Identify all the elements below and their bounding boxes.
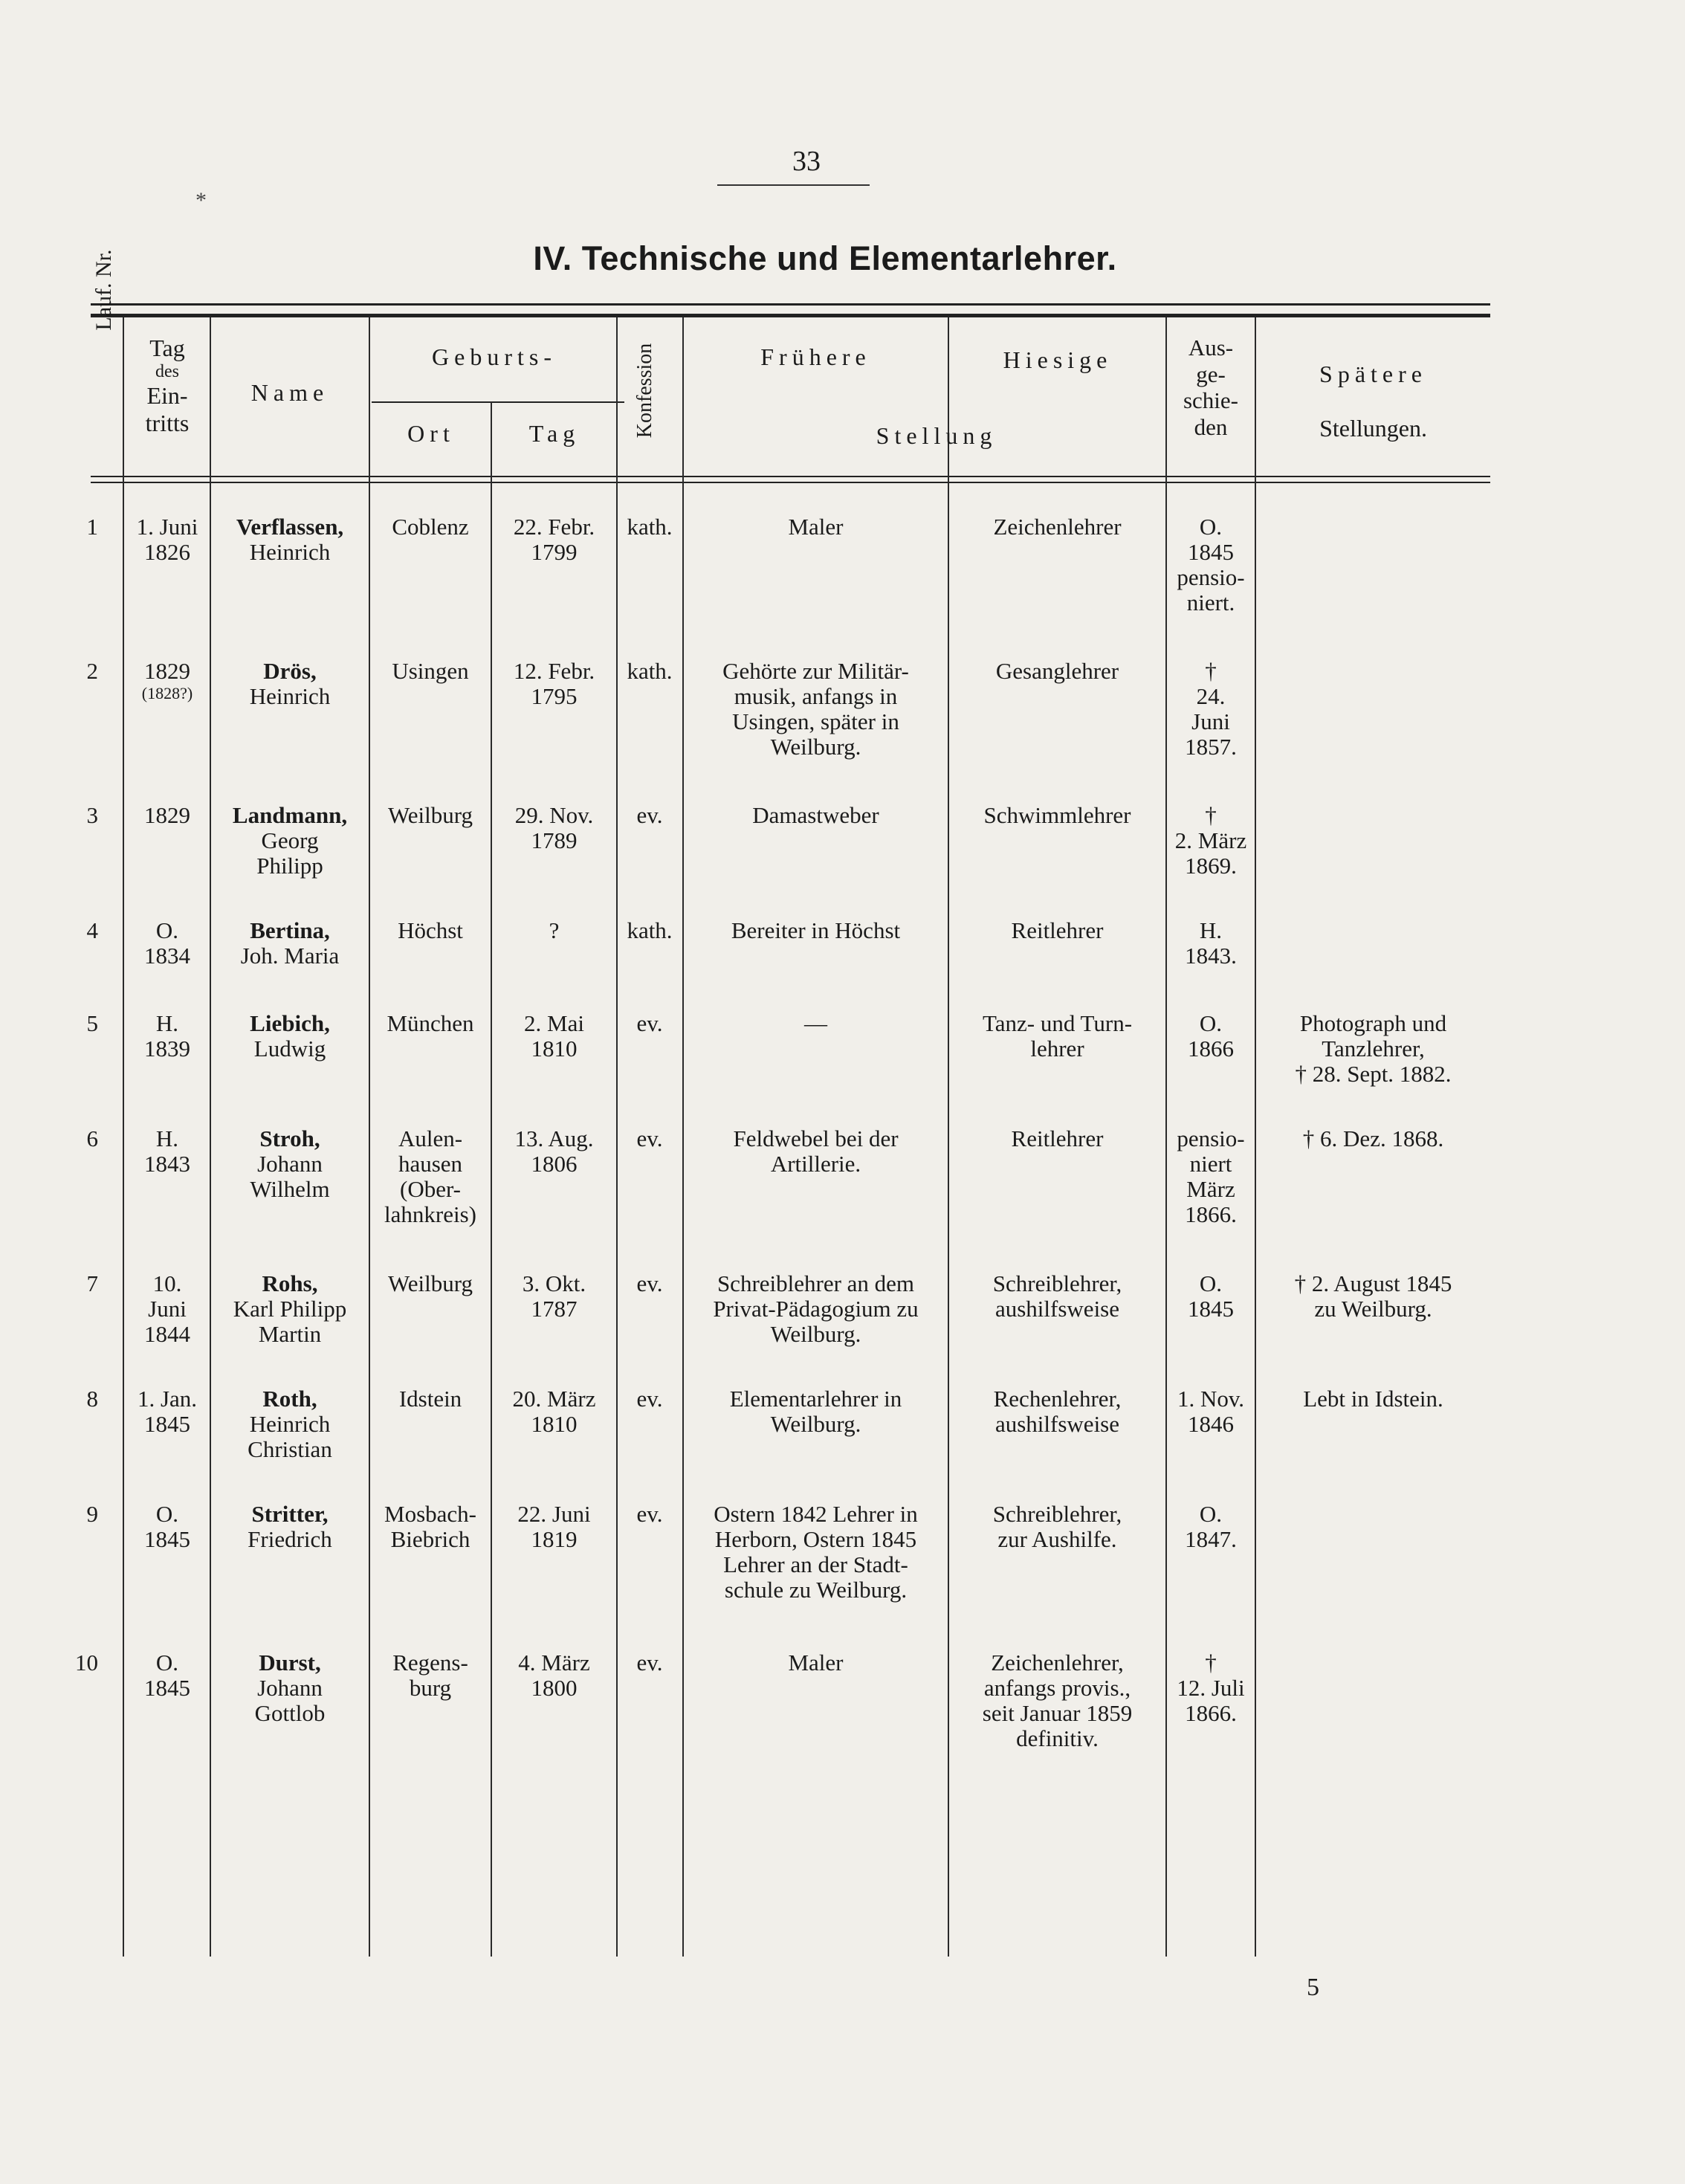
header-stellungen: Stellungen. [1319, 415, 1427, 442]
local-position: Schwimmlehrer [983, 802, 1131, 828]
row-number: 10 [75, 1650, 98, 1676]
teacher-name [211, 659, 369, 709]
birth-place: Idstein [398, 1386, 462, 1412]
confession: ev. [636, 1501, 663, 1527]
teacher-name [211, 1271, 369, 1347]
col-line-1 [123, 317, 124, 1957]
departure: pensio- niert März 1866. [1177, 1125, 1245, 1227]
given-names: Friedrich [248, 1526, 332, 1552]
birth-place: München [387, 1010, 474, 1036]
given-names: Johann Gottlob [254, 1675, 326, 1726]
entry-date [125, 1011, 210, 1062]
former-position: Bereiter in Höchst [731, 917, 901, 943]
given-names: Joh. Maria [240, 943, 340, 969]
entry-date [125, 659, 210, 703]
table-top-rule [91, 303, 1490, 306]
birth-date: ? [549, 917, 560, 943]
birth-date: 20. März 1810 [512, 1386, 596, 1437]
departure: O. 1866 [1188, 1010, 1234, 1062]
local-position: Reitlehrer [1011, 1125, 1104, 1151]
birth-date: 22. Febr. 1799 [513, 514, 595, 565]
header-tag: Tag [528, 420, 580, 447]
section-title: IV. Technische und Elementarlehrer. [533, 239, 1117, 277]
header-ausgeschieden: Aus- ge- schie- den [1183, 335, 1239, 440]
departure: 1. Nov. 1846 [1177, 1386, 1245, 1437]
row-number: 6 [86, 1125, 98, 1151]
birth-date: 2. Mai 1810 [524, 1010, 584, 1062]
surname: Landmann, [232, 802, 348, 828]
given-names: Heinrich Christian [248, 1411, 332, 1462]
entry-date-value: 1829 [144, 658, 190, 684]
birth-place: Regens- burg [392, 1650, 468, 1701]
departure: O. 1847. [1185, 1501, 1237, 1552]
teacher-name [211, 1126, 369, 1202]
local-position: Schreiblehrer, aushilfsweise [992, 1270, 1122, 1322]
table-top-rule-thick [91, 314, 1490, 317]
birth-date: 29. Nov. 1789 [514, 802, 594, 853]
confession: ev. [636, 1270, 663, 1296]
birth-date: 13. Aug. 1806 [514, 1125, 594, 1177]
given-names: Johann Wilhelm [250, 1151, 330, 1202]
header-lauf-nr: Lauf. Nr. [91, 249, 116, 331]
given-names: Ludwig [253, 1036, 326, 1062]
page-number: 33 [792, 146, 821, 177]
teacher-name [211, 1011, 369, 1062]
birth-place: Usingen [392, 658, 469, 684]
local-position: Gesanglehrer [995, 658, 1119, 684]
teacher-name [211, 918, 369, 969]
teacher-name [211, 1650, 369, 1726]
confession: kath. [627, 917, 673, 943]
confession: ev. [636, 1125, 663, 1151]
birth-place: Höchst [398, 917, 463, 943]
former-position: Ostern 1842 Lehrer in Herborn, Ostern 1845 Lehrer an der Stadt- schule zu Weilburg. [714, 1501, 918, 1603]
birth-place: Coblenz [392, 514, 469, 540]
header-fruehere: Frühere [760, 343, 871, 370]
local-position: Rechenlehrer, aushilfsweise [993, 1386, 1122, 1437]
header-geburts: Geburts- [432, 343, 557, 370]
later-position: † 6. Dez. 1868. [1302, 1125, 1444, 1151]
later-position: Lebt in Idstein. [1303, 1386, 1443, 1412]
birth-date: 4. März 1800 [518, 1650, 590, 1701]
header-bottom-rule-2 [91, 482, 1490, 483]
entry-date-value: O. 1845 [144, 1501, 190, 1552]
local-position: Schreiblehrer, zur Aushilfe. [992, 1501, 1122, 1552]
header-spaetere: Spätere [1319, 361, 1427, 387]
local-position: Reitlehrer [1011, 917, 1104, 943]
confession: ev. [636, 1386, 663, 1412]
departure: O. 1845 pensio- niert. [1177, 514, 1245, 616]
surname: Liebich, [250, 1010, 330, 1036]
departure: † 12. Juli 1866. [1177, 1650, 1245, 1726]
local-position: Tanz- und Turn- lehrer [982, 1010, 1133, 1062]
row-number: 5 [86, 1010, 98, 1036]
header-ort: Ort [407, 420, 455, 447]
entry-date [125, 918, 210, 969]
entry-date-value: 10. Juni 1844 [144, 1270, 190, 1347]
birth-place: Aulen- hausen (Ober- lahnkreis) [384, 1125, 476, 1227]
local-position: Zeichenlehrer [993, 514, 1122, 540]
birth-place: Weilburg [387, 1270, 473, 1296]
entry-date-value: 1. Jan. 1845 [137, 1386, 198, 1437]
header-eintritts-label: Ein- tritts [145, 382, 190, 437]
local-position: Zeichenlehrer, anfangs provis., seit Januar 1859 definitiv. [982, 1650, 1133, 1751]
confession: ev. [636, 1010, 663, 1036]
teacher-name [211, 1502, 369, 1552]
given-names: Georg Philipp [256, 827, 323, 879]
given-names: Heinrich [249, 683, 331, 709]
departure: O. 1845 [1188, 1270, 1234, 1322]
confession: ev. [636, 1650, 663, 1676]
row-number: 2 [86, 658, 98, 684]
entry-date [125, 1271, 210, 1347]
teacher-name [211, 803, 369, 879]
surname: Stritter, [251, 1501, 329, 1527]
later-position: † 2. August 1845 zu Weilburg. [1294, 1270, 1452, 1322]
row-number: 1 [86, 514, 98, 540]
surname: Stroh, [259, 1125, 320, 1151]
header-name: Name [250, 379, 329, 406]
surname: Durst, [259, 1650, 321, 1676]
header-tag-label: Tag [149, 335, 185, 361]
row-number: 9 [86, 1501, 98, 1527]
page-number-rule [717, 184, 870, 186]
corner-mark: * [195, 188, 207, 213]
col-line-4 [491, 401, 492, 1957]
former-position: Maler [788, 1650, 844, 1676]
geburts-sub-rule [372, 401, 624, 403]
former-position: Elementarlehrer in Weilburg. [729, 1386, 902, 1437]
entry-date [125, 1386, 210, 1437]
former-position: Schreiblehrer an dem Privat-Pädagogium zu Weilburg. [713, 1270, 919, 1347]
later-position: Photograph und Tanzlehrer, † 28. Sept. 1882. [1295, 1010, 1452, 1087]
surname: Bertina, [250, 917, 330, 943]
row-number: 8 [86, 1386, 98, 1412]
row-number: 7 [86, 1270, 98, 1296]
entry-date [125, 803, 210, 828]
header-hiesige: Hiesige [1003, 346, 1113, 373]
departure: † 24. Juni 1857. [1185, 658, 1237, 760]
entry-date-value: O. 1834 [144, 917, 190, 969]
departure: H. 1843. [1185, 917, 1237, 969]
surname: Verflassen, [236, 514, 344, 540]
entry-date [125, 514, 210, 565]
former-position: Gehörte zur Militär- musik, anfangs in Usingen, später in Weilburg. [722, 658, 909, 760]
entry-date [125, 1502, 210, 1552]
birth-place: Weilburg [387, 802, 473, 828]
given-names: Heinrich [249, 539, 331, 565]
former-position: Damastweber [752, 802, 879, 828]
confession: ev. [636, 802, 663, 828]
departure: † 2. März 1869. [1174, 802, 1247, 879]
entry-date [125, 1650, 210, 1701]
entry-date [125, 1126, 210, 1177]
former-position: Maler [788, 514, 844, 540]
header-tag-eintritt [126, 335, 208, 437]
birth-date: 12. Febr. 1795 [513, 658, 595, 709]
row-number: 4 [86, 917, 98, 943]
footer-number: 5 [1307, 1974, 1319, 2001]
former-position: — [804, 1010, 827, 1036]
teacher-name [211, 514, 369, 565]
surname: Drös, [263, 658, 317, 684]
birth-place: Mosbach- Biebrich [384, 1501, 476, 1552]
former-position: Feldwebel bei der Artillerie. [733, 1125, 899, 1177]
entry-date-value: 1829 [144, 802, 190, 828]
given-names: Karl Philipp Martin [233, 1296, 347, 1347]
entry-date-value: H. 1843 [144, 1125, 190, 1177]
entry-date-note: (1828?) [141, 684, 193, 702]
birth-date: 3. Okt. 1787 [522, 1270, 586, 1322]
header-stellung: Stellung [876, 422, 997, 449]
entry-date-value: 1. Juni 1826 [136, 514, 198, 565]
header-konfession: Konfession [633, 343, 656, 439]
teacher-name [211, 1386, 369, 1462]
header-bottom-rule [91, 476, 1490, 477]
row-number: 3 [86, 802, 98, 828]
entry-date-value: O. 1845 [144, 1650, 190, 1701]
birth-date: 22. Juni 1819 [517, 1501, 591, 1552]
entry-date-value: H. 1839 [144, 1010, 190, 1062]
surname: Roth, [262, 1386, 317, 1412]
surname: Rohs, [262, 1270, 318, 1296]
confession: kath. [627, 514, 673, 540]
confession: kath. [627, 658, 673, 684]
header-des-label: des [155, 361, 179, 381]
